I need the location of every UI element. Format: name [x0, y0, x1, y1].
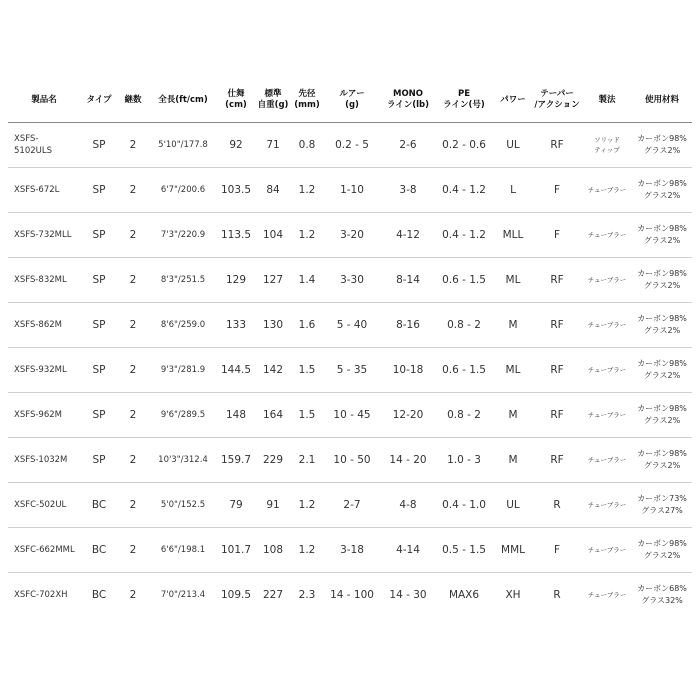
cell-model: XSFS-832ML — [8, 258, 80, 303]
cell-length: 5'10"/177.8 — [148, 123, 218, 168]
cell-mono: 12-20 — [382, 393, 434, 438]
cell-closed: 79 — [218, 483, 254, 528]
cell-lure: 2-7 — [322, 483, 382, 528]
cell-method: チューブラー — [582, 393, 632, 438]
cell-length: 7'3"/220.9 — [148, 213, 218, 258]
column-header-method: 製法 — [582, 78, 632, 123]
cell-weight: 229 — [254, 438, 292, 483]
table-row — [8, 393, 692, 438]
cell-mono: 3-8 — [382, 168, 434, 213]
cell-weight: 104 — [254, 213, 292, 258]
cell-length: 6'7"/200.6 — [148, 168, 218, 213]
cell-closed: 144.5 — [218, 348, 254, 393]
cell-model: XSFC-662MML — [8, 528, 80, 573]
cell-weight: 91 — [254, 483, 292, 528]
column-header-mono: MONO ライン(lb) — [382, 78, 434, 123]
cell-pieces: 2 — [118, 438, 148, 483]
column-header-weight: 標準 自重(g) — [254, 78, 292, 123]
cell-mono: 14 - 30 — [389, 589, 427, 601]
cell-power: UL — [494, 123, 532, 168]
cell-taper: F — [532, 528, 582, 573]
table-row — [8, 303, 692, 348]
cell-closed: 113.5 — [218, 213, 254, 258]
column-header-pe: PE ライン(号) — [434, 78, 494, 123]
cell-mono: 14 - 20 — [382, 438, 434, 483]
cell-length: 10'3"/312.4 — [148, 438, 218, 483]
cell-pieces: 2 — [118, 168, 148, 213]
cell-lure: 3-18 — [322, 528, 382, 573]
table-row — [8, 258, 692, 303]
cell-material: カーボン68% グラス32% — [637, 584, 687, 605]
cell-closed: 109.5 — [220, 589, 252, 601]
cell-pieces: 2 — [129, 589, 137, 601]
cell-mono: 8-14 — [382, 258, 434, 303]
cell-type: SP — [80, 348, 118, 393]
table-row — [8, 573, 692, 618]
cell-taper: R — [553, 589, 561, 601]
cell-lure: 3-20 — [322, 213, 382, 258]
cell-pieces: 2 — [118, 213, 148, 258]
cell-material: カーボン98% グラス2% — [632, 168, 692, 213]
column-header-taper: テーパー /アクション — [532, 78, 582, 123]
cell-lure: 10 - 45 — [322, 393, 382, 438]
cell-tip: 0.8 — [292, 123, 322, 168]
cell-type: BC — [91, 589, 107, 601]
cell-type: SP — [80, 213, 118, 258]
cell-weight: 164 — [254, 393, 292, 438]
cell-tip: 1.5 — [292, 348, 322, 393]
cell-pe: 0.6 - 1.5 — [434, 258, 494, 303]
cell-type: SP — [80, 393, 118, 438]
cell-taper: RF — [532, 123, 582, 168]
cell-lure: 10 - 50 — [322, 438, 382, 483]
column-header-closed: 仕舞 (cm) — [218, 78, 254, 123]
cell-material: カーボン98% グラス2% — [632, 303, 692, 348]
cell-type: SP — [80, 258, 118, 303]
cell-length: 8'3"/251.5 — [148, 258, 218, 303]
cell-method: チューブラー — [587, 591, 627, 599]
cell-weight: 84 — [254, 168, 292, 213]
cell-power: XH — [505, 589, 521, 601]
table-body — [8, 123, 692, 618]
cell-model: XSFS-672L — [8, 168, 80, 213]
column-header-power: パワー — [494, 78, 532, 123]
cell-material: カーボン98% グラス2% — [632, 213, 692, 258]
cell-weight: 142 — [254, 348, 292, 393]
cell-taper: F — [532, 213, 582, 258]
cell-pieces: 2 — [118, 258, 148, 303]
cell-length: 9'6"/289.5 — [148, 393, 218, 438]
cell-method: チューブラー — [582, 303, 632, 348]
cell-closed: 129 — [218, 258, 254, 303]
column-header-type: タイプ — [80, 78, 118, 123]
cell-tip: 1.2 — [292, 168, 322, 213]
cell-method: チューブラー — [582, 528, 632, 573]
cell-pe: 0.5 - 1.5 — [434, 528, 494, 573]
cell-mono: 4-12 — [382, 213, 434, 258]
cell-closed: 148 — [218, 393, 254, 438]
cell-material: カーボン98% グラス2% — [632, 258, 692, 303]
cell-pieces: 2 — [118, 123, 148, 168]
cell-pe: 0.8 - 2 — [434, 393, 494, 438]
cell-closed: 159.7 — [218, 438, 254, 483]
cell-power: MML — [494, 528, 532, 573]
cell-taper: RF — [532, 393, 582, 438]
cell-pieces: 2 — [118, 303, 148, 348]
cell-method: ソリッド ティップ — [582, 123, 632, 168]
cell-model: XSFC-502UL — [8, 483, 80, 528]
cell-taper: RF — [532, 348, 582, 393]
cell-type: SP — [80, 303, 118, 348]
cell-closed: 92 — [218, 123, 254, 168]
cell-material: カーボン98% グラス2% — [632, 393, 692, 438]
column-header-lure: ルアー (g) — [322, 78, 382, 123]
cell-length: 7'0"/213.4 — [160, 590, 206, 600]
table-row — [8, 438, 692, 483]
cell-material: カーボン73% グラス27% — [632, 483, 692, 528]
cell-length: 6'6"/198.1 — [148, 528, 218, 573]
cell-pieces: 2 — [118, 348, 148, 393]
cell-type: BC — [80, 483, 118, 528]
cell-length: 9'3"/281.9 — [148, 348, 218, 393]
cell-material: カーボン98% グラス2% — [632, 438, 692, 483]
cell-tip: 2.3 — [298, 589, 316, 601]
cell-closed: 103.5 — [218, 168, 254, 213]
cell-taper: RF — [532, 303, 582, 348]
cell-closed: 101.7 — [218, 528, 254, 573]
cell-mono: 4-14 — [382, 528, 434, 573]
cell-pe: 0.4 - 1.2 — [434, 168, 494, 213]
cell-tip: 1.5 — [292, 393, 322, 438]
cell-model: XSFS-1032M — [8, 438, 80, 483]
cell-method: チューブラー — [582, 213, 632, 258]
cell-weight: 227 — [262, 589, 284, 601]
cell-power: L — [494, 168, 532, 213]
cell-method: チューブラー — [582, 258, 632, 303]
cell-length: 8'6"/259.0 — [148, 303, 218, 348]
cell-length: 5'0"/152.5 — [148, 483, 218, 528]
cell-type: SP — [80, 123, 118, 168]
cell-pe: 0.8 - 2 — [434, 303, 494, 348]
table-row — [8, 348, 692, 393]
cell-tip: 1.6 — [292, 303, 322, 348]
cell-model: XSFS-862M — [8, 303, 80, 348]
cell-lure: 0.2 - 5 — [322, 123, 382, 168]
cell-power: M — [494, 438, 532, 483]
cell-model: XSFC-702XH — [14, 590, 68, 600]
cell-weight: 130 — [254, 303, 292, 348]
cell-power: M — [494, 393, 532, 438]
table-row — [8, 123, 692, 168]
cell-taper: RF — [532, 438, 582, 483]
cell-type: SP — [80, 438, 118, 483]
cell-closed: 133 — [218, 303, 254, 348]
cell-material: カーボン98% グラス2% — [632, 123, 692, 168]
spec-table — [8, 78, 692, 617]
cell-taper: R — [532, 483, 582, 528]
cell-tip: 1.4 — [292, 258, 322, 303]
cell-lure: 1-10 — [322, 168, 382, 213]
cell-pe: 0.4 - 1.2 — [434, 213, 494, 258]
cell-pieces: 2 — [118, 393, 148, 438]
cell-weight: 127 — [254, 258, 292, 303]
cell-model: XSFS-962M — [8, 393, 80, 438]
cell-model: XSFS-732MLL — [8, 213, 80, 258]
cell-method: チューブラー — [582, 438, 632, 483]
cell-tip: 1.2 — [292, 213, 322, 258]
cell-tip: 1.2 — [292, 483, 322, 528]
table-header-row — [8, 78, 692, 123]
table-row — [8, 213, 692, 258]
cell-mono: 4-8 — [382, 483, 434, 528]
cell-pe: MAX6 — [448, 589, 480, 601]
cell-mono: 8-16 — [382, 303, 434, 348]
cell-pe: 0.2 - 0.6 — [434, 123, 494, 168]
cell-power: ML — [494, 348, 532, 393]
cell-model: XSFS-932ML — [8, 348, 80, 393]
column-header-length: 全長(ft/cm) — [148, 78, 218, 123]
cell-model: XSFS- 5102ULS — [8, 123, 80, 168]
column-header-material: 使用材料 — [632, 78, 692, 123]
table-row — [8, 528, 692, 573]
cell-pe: 0.4 - 1.0 — [434, 483, 494, 528]
cell-lure: 3-30 — [322, 258, 382, 303]
cell-pieces: 2 — [118, 528, 148, 573]
cell-lure: 14 - 100 — [330, 589, 374, 601]
cell-pieces: 2 — [118, 483, 148, 528]
cell-taper: RF — [532, 258, 582, 303]
cell-tip: 2.1 — [292, 438, 322, 483]
cell-material: カーボン98% グラス2% — [632, 528, 692, 573]
cell-weight: 71 — [254, 123, 292, 168]
cell-mono: 2-6 — [382, 123, 434, 168]
cell-tip: 1.2 — [292, 528, 322, 573]
column-header-model: 製品名 — [8, 78, 80, 123]
cell-pe: 0.6 - 1.5 — [434, 348, 494, 393]
cell-method: チューブラー — [582, 348, 632, 393]
cell-power: UL — [494, 483, 532, 528]
cell-weight: 108 — [254, 528, 292, 573]
cell-pe: 1.0 - 3 — [434, 438, 494, 483]
cell-taper: F — [532, 168, 582, 213]
cell-method: チューブラー — [582, 168, 632, 213]
cell-mono: 10-18 — [382, 348, 434, 393]
cell-power: M — [494, 303, 532, 348]
cell-material: カーボン98% グラス2% — [632, 348, 692, 393]
cell-lure: 5 - 40 — [322, 303, 382, 348]
table-row — [8, 483, 692, 528]
column-header-pieces: 継数 — [118, 78, 148, 123]
cell-method: チューブラー — [582, 483, 632, 528]
table-row — [8, 168, 692, 213]
column-header-tip: 先径 (mm) — [292, 78, 322, 123]
cell-lure: 5 - 35 — [322, 348, 382, 393]
cell-type: BC — [80, 528, 118, 573]
cell-type: SP — [80, 168, 118, 213]
cell-power: ML — [494, 258, 532, 303]
cell-power: MLL — [494, 213, 532, 258]
